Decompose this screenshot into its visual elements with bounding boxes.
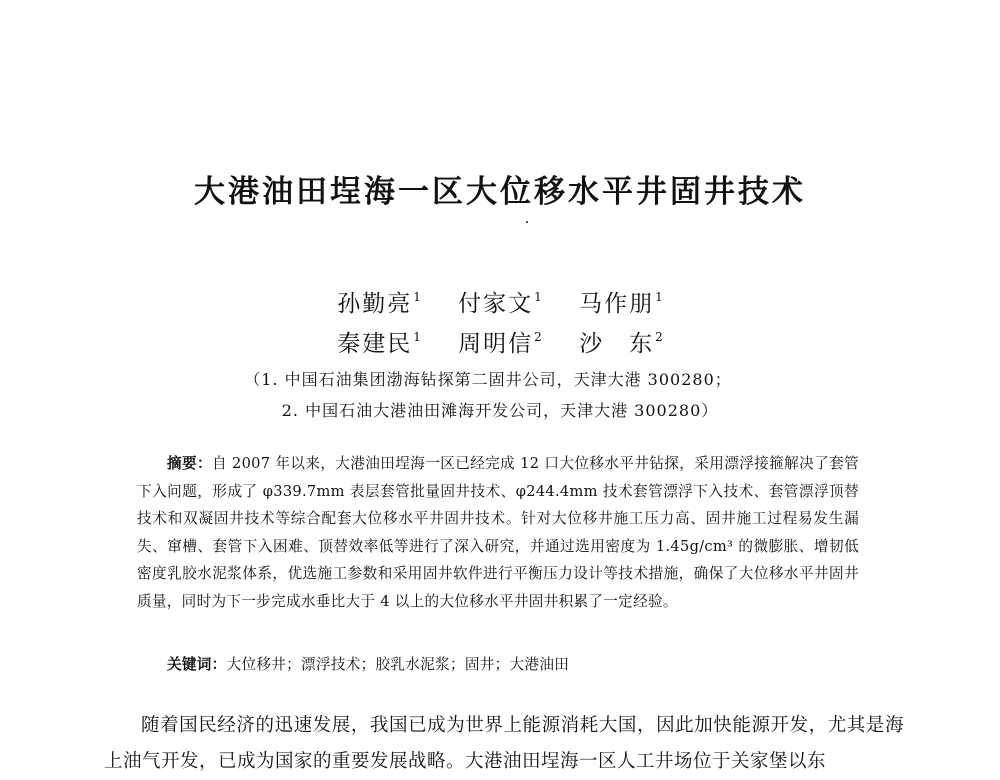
author — [337, 325, 421, 358]
author-name: 孙勤亮 — [337, 291, 413, 317]
author-list-row-1 — [0, 285, 1000, 318]
body-paragraph: 随着国民经济的迅速发展，我国已成为世界上能源消耗大国，因此加快能源开发，尤其是海上油气开发，已成为国家的重要发展战略。大港油田埕海一区人工井场位于关家堡以东 — [104, 715, 904, 772]
author-affiliation-mark: 1 — [655, 290, 663, 304]
affiliation-1: （1. 中国石油集团渤海钻探第二固井公司，天津大港 300280； — [244, 370, 732, 389]
paper-title: 大港油田埕海一区大位移水平井固井技术 — [194, 174, 806, 210]
author — [579, 325, 663, 358]
abstract — [137, 450, 859, 615]
author-affiliation-mark: 2 — [655, 330, 663, 344]
author-name: 周明信 — [458, 331, 534, 357]
keywords-label: 关键词： — [167, 656, 227, 673]
author-name: 秦建民 — [337, 331, 413, 357]
author-affiliation-mark: 1 — [413, 290, 421, 304]
abstract-label: 摘要： — [167, 455, 212, 472]
author-name: 付家文 — [458, 291, 534, 317]
author-affiliation-mark: 2 — [534, 330, 542, 344]
affiliation-2: 2. 中国石油大港油田滩海开发公司，天津大港 300280） — [281, 401, 719, 420]
author-name: 马作朋 — [579, 291, 655, 317]
keywords-text: 大位移井；漂浮技术；胶乳水泥浆；固井；大港油田 — [226, 656, 570, 673]
author-affiliation-mark: 1 — [413, 330, 421, 344]
keywords — [167, 653, 569, 674]
author-affiliation-mark: 1 — [534, 290, 542, 304]
author-list-row-2 — [0, 325, 1000, 358]
title-dot-mark — [526, 221, 528, 223]
author — [337, 285, 421, 318]
author — [458, 325, 542, 358]
author-name: 沙 东 — [579, 331, 655, 357]
author — [579, 285, 663, 318]
author — [458, 285, 542, 318]
abstract-text: 自 2007 年以来，大港油田埕海一区已经完成 12 口大位移水平井钻探，采用漂浮接箍解决了套管下入问题，形成了 φ339.7mm 表层套管批量固井技术、φ244.4mm 技术套管漂浮下入技术、套管漂浮顶替技术和双凝固井技术等综合配套大位移水平井固井技术。针对大位移井施工压力高、固井施工过程易发生漏失、窜槽、套管下入困难、顶替效率低等进行了深入研究，并通过选用密度为 1.45g/cm³ 的微膨胀、增韧低密度乳胶水泥浆体系，优选施工参数和采用固井软件进行平衡压力设计等技术措施，确保了大位移水平井固井质量，同时为下一步完成水垂比大于 4 以上的大位移水平井固井积累了一定经验。 — [137, 455, 859, 610]
